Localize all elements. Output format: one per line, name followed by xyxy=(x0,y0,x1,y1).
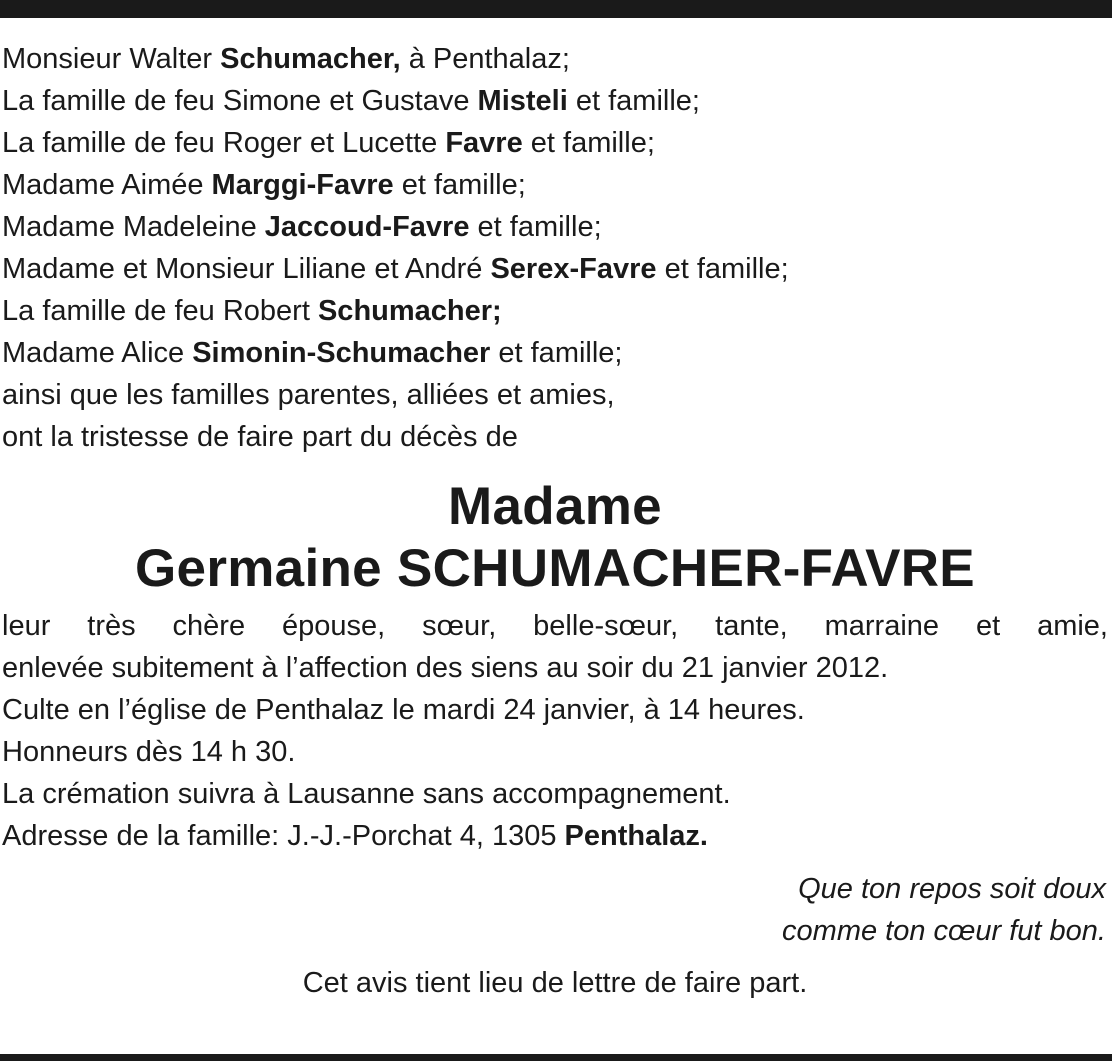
family-surname: Schumacher; xyxy=(317,295,502,327)
family-line xyxy=(2,164,1108,206)
family-line-text: Madame et Monsieur Liliane et André xyxy=(2,253,491,285)
top-border-bar xyxy=(0,0,1112,18)
quote-line: Que ton repos soit doux xyxy=(798,873,1106,905)
family-line-text: ont la tristesse de faire part du décès de xyxy=(2,421,518,453)
family-line-text: Madame Madeleine xyxy=(2,211,265,243)
deceased-title: Madame xyxy=(448,477,662,536)
family-line-suffix: à Penthalaz; xyxy=(400,43,570,75)
family-line-suffix: et famille; xyxy=(522,127,655,159)
family-surname: Jaccoud-Favre xyxy=(264,211,470,243)
deceased-name: Germaine SCHUMACHER-FAVRE xyxy=(135,539,975,598)
notice-details xyxy=(2,605,1108,857)
quote-line: comme ton cœur fut bon. xyxy=(782,915,1106,947)
cremation-line: La crémation suivra à Lausanne sans accompagnement. xyxy=(2,778,731,810)
family-line xyxy=(2,332,1108,374)
family-surname: Simonin-Schumacher xyxy=(192,337,491,369)
family-line-suffix: et famille; xyxy=(490,337,623,369)
family-line xyxy=(2,206,1108,248)
address-text: Adresse de la famille: J.-J.-Porchat 4, 1305 xyxy=(2,820,565,852)
family-surname: Misteli xyxy=(477,85,568,117)
obituary-notice xyxy=(2,38,1108,1004)
epitaph-quote xyxy=(2,868,1108,952)
family-line xyxy=(2,38,1108,80)
family-line-text: La famille de feu Robert xyxy=(2,295,318,327)
family-line-text: ainsi que les familles parentes, alliées et amies, xyxy=(2,379,615,411)
family-line-text: Madame Alice xyxy=(2,337,193,369)
family-surname: Serex-Favre xyxy=(490,253,657,285)
family-line xyxy=(2,290,1108,332)
family-line xyxy=(2,80,1108,122)
family-address-line xyxy=(2,815,1108,857)
family-surname: Schumacher, xyxy=(220,43,401,75)
family-surname: Marggi-Favre xyxy=(211,169,394,201)
honours-line: Honneurs dès 14 h 30. xyxy=(2,736,296,768)
family-line-suffix: et famille; xyxy=(567,85,700,117)
service-line: Culte en l’église de Penthalaz le mardi 24 janvier, à 14 heures. xyxy=(2,694,805,726)
deceased-name-block xyxy=(2,476,1108,600)
bottom-border-bar xyxy=(0,1054,1112,1061)
family-line-text: La famille de feu Roger et Lucette xyxy=(2,127,446,159)
family-line xyxy=(2,248,1108,290)
family-line-text: Monsieur Walter xyxy=(2,43,221,75)
address-town: Penthalaz. xyxy=(564,820,708,852)
family-line xyxy=(2,122,1108,164)
closing-note: Cet avis tient lieu de lettre de faire part. xyxy=(302,967,808,999)
family-list xyxy=(2,38,1108,458)
family-line-suffix: et famille; xyxy=(393,169,526,201)
family-line-suffix: et famille; xyxy=(656,253,789,285)
death-date-line: enlevée subitement à l’affection des siens au soir du 21 janvier 2012. xyxy=(2,652,889,684)
family-line xyxy=(2,416,1108,458)
family-line-text: La famille de feu Simone et Gustave xyxy=(2,85,478,117)
family-line xyxy=(2,374,1108,416)
family-line-suffix: et famille; xyxy=(469,211,602,243)
family-line-text: Madame Aimée xyxy=(2,169,212,201)
relationship-line: leur très chère épouse, sœur, belle-sœur, tante, marraine et amie, xyxy=(2,610,1108,642)
family-surname: Favre xyxy=(445,127,523,159)
